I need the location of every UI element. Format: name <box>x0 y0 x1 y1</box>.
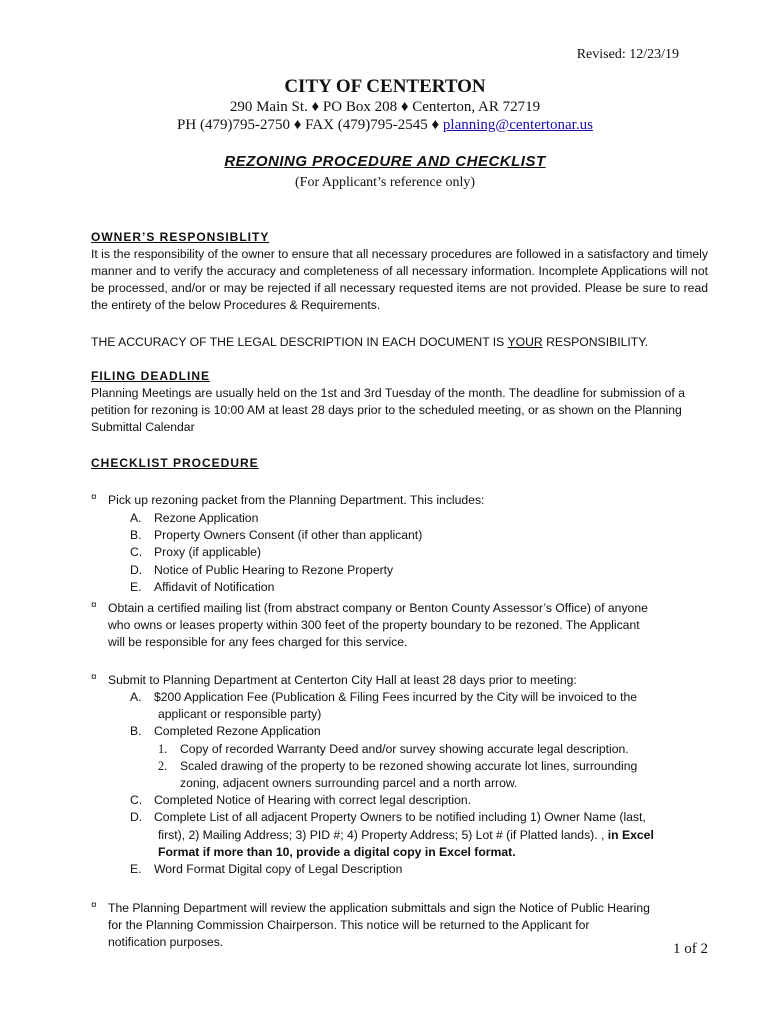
list-item: B. Property Owners Consent (if other than applicant) <box>130 528 423 543</box>
list-item-continuation: first), 2) Mailing Address; 3) PID #; 4) Property Address; 5) Lot # (if Platted lands). , in Excel <box>158 827 654 842</box>
submit-requirements-list <box>130 689 690 878</box>
packet-contents-list <box>130 510 422 596</box>
checklist-item-pickup: Pick up rezoning packet from the Planning Department. This includes: <box>108 493 485 507</box>
bullet-icon: ¤ <box>91 600 97 611</box>
accuracy-before: THE ACCURACY OF THE LEGAL DESCRIPTION IN EACH DOCUMENT IS <box>91 335 508 349</box>
email-link[interactable]: planning@centertonar.us <box>442 117 593 133</box>
accuracy-after: RESPONSIBILITY. <box>542 335 649 349</box>
owners-text: It is the responsibility of the owner to ensure that all necessary procedures are followed in a satisfactory and timely manner and to verify the accuracy and completeness of all necessary information. Incomplete Applications will not be processed, and/or or may be rejected if all necessary requested items are not provided. Please be sure to read the entirety of the below Procedures & Requirements. <box>91 247 708 312</box>
list-item: 1. Copy of recorded Warranty Deed and/or survey showing accurate legal description. <box>158 741 629 756</box>
city-contact <box>0 117 770 134</box>
list-item: A. $200 Application Fee (Publication & Filing Fees incurred by the City will be invoiced to the <box>130 690 638 704</box>
accuracy-emphasis: YOUR <box>507 335 543 349</box>
city-address: 290 Main St. ♦ PO Box 208 ♦ Centerton, AR 72719 <box>229 99 541 115</box>
phone-fax: PH (479)795-2750 ♦ FAX (479)795-2545 ♦ <box>177 117 443 133</box>
list-item: C. Proxy (if applicable) <box>130 545 262 560</box>
checklist-heading <box>91 455 708 472</box>
filing-heading: FILING DEADLINE <box>91 369 210 383</box>
filing-section <box>91 368 708 436</box>
bullet-icon: ¤ <box>91 492 97 503</box>
checklist-item-submit: Submit to Planning Department at Centerton City Hall at least 28 days prior to meeting: <box>108 673 577 687</box>
revision-date: Revised: 12/23/19 <box>576 47 679 62</box>
filing-text: Planning Meetings are usually held on the 1st and 3rd Tuesday of the month. The deadline for submission of a petition for rezoning is 10:00 AM at least 28 days prior to the scheduled meeting, or as shown on the Planning Submittal Calendar <box>91 386 685 434</box>
document-subtitle: (For Applicant’s reference only) <box>295 175 475 190</box>
list-item: A. Rezone Application <box>130 511 259 525</box>
page-number: 1 of 2 <box>673 941 708 957</box>
checklist-heading-text: CHECKLIST PROCEDURE <box>91 456 259 470</box>
bullet-icon: ¤ <box>91 672 97 683</box>
list-item: D. Notice of Public Hearing to Rezone Property <box>130 562 394 577</box>
list-item-continuation: applicant or responsible party) <box>158 707 322 722</box>
list-item: B. Completed Rezone Application <box>130 724 321 739</box>
list-item: D. Complete List of all adjacent Property Owners to be notified including 1) Owner Name (last, <box>130 810 646 825</box>
bullet-icon: ¤ <box>91 900 97 911</box>
document-title: REZONING PROCEDURE AND CHECKLIST <box>224 153 546 170</box>
owners-section <box>91 229 708 314</box>
list-item-continuation: Format if more than 10, provide a digital copy in Excel format. <box>158 844 516 859</box>
owners-heading: OWNER’S RESPONSIBLITY <box>91 230 270 244</box>
list-item-continuation: zoning, adjacent owners surrounding parcel and a north arrow. <box>180 776 518 791</box>
accuracy-statement <box>91 334 708 351</box>
list-item: E. Word Format Digital copy of Legal Description <box>130 862 403 877</box>
checklist-item-mailing-list: Obtain a certified mailing list (from abstract company or Benton County Assessor’s Office) of anyone who owns or leases property within 300 feet of the property boundary to be rezoned. The Applicant will be responsible for any fees charged for this service. <box>108 601 648 649</box>
checklist-item-review: The Planning Department will review the application submittals and sign the Notice of Public Hearing for the Planning Commission Chairperson. This notice will be returned to the Applicant for notification purposes. <box>108 901 650 949</box>
list-item: 2. Scaled drawing of the property to be rezoned showing accurate lot lines, surrounding <box>158 758 638 773</box>
list-item: E. Affidavit of Notification <box>130 579 275 594</box>
city-name: CITY OF CENTERTON <box>284 76 486 97</box>
list-item: C. Completed Notice of Hearing with correct legal description. <box>130 793 472 808</box>
